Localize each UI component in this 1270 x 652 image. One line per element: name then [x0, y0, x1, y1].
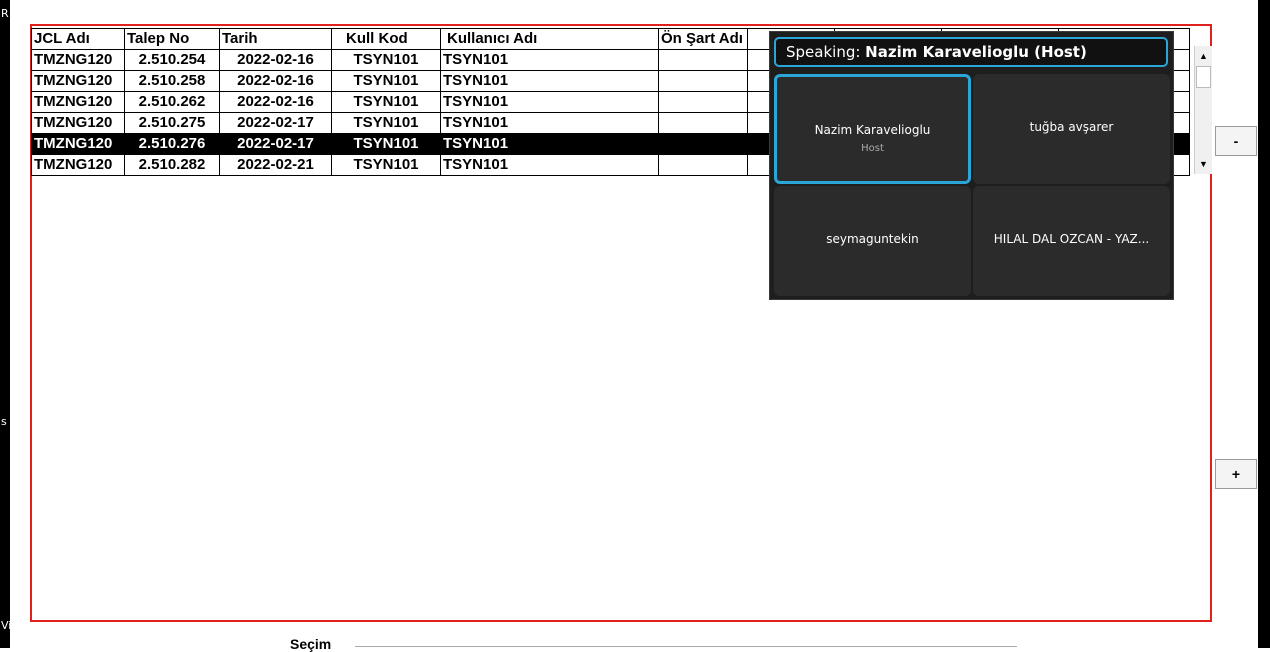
- participant-name: seymaguntekin: [826, 232, 919, 246]
- scroll-up-icon[interactable]: ▲: [1199, 51, 1208, 61]
- column-header[interactable]: Tarih: [220, 29, 332, 50]
- left-edge-char: Vi: [1, 619, 12, 632]
- table-cell[interactable]: TSYN101: [332, 155, 441, 176]
- table-cell[interactable]: TSYN101: [441, 50, 659, 71]
- table-cell[interactable]: TSYN101: [441, 92, 659, 113]
- table-cell[interactable]: TSYN101: [332, 71, 441, 92]
- table-cell[interactable]: 2022-02-16: [220, 92, 332, 113]
- table-cell[interactable]: TSYN101: [332, 113, 441, 134]
- table-cell[interactable]: 2022-02-21: [220, 155, 332, 176]
- vertical-scrollbar[interactable]: [1194, 46, 1212, 174]
- table-cell[interactable]: TMZNG120: [32, 92, 125, 113]
- table-cell[interactable]: 2.510.276: [125, 134, 220, 155]
- column-header[interactable]: Kullanıcı Adı: [441, 29, 659, 50]
- table-cell[interactable]: 2022-02-17: [220, 113, 332, 134]
- left-edge-char: s: [1, 415, 7, 428]
- table-cell[interactable]: TMZNG120: [32, 113, 125, 134]
- participant-tile[interactable]: [973, 74, 1170, 184]
- table-cell[interactable]: 2022-02-17: [220, 134, 332, 155]
- table-cell[interactable]: [659, 134, 748, 155]
- left-edge: [0, 0, 10, 648]
- active-speaker-bar: [774, 37, 1168, 67]
- table-cell[interactable]: 2022-02-16: [220, 71, 332, 92]
- participant-tile[interactable]: [774, 186, 971, 296]
- table-cell[interactable]: 2022-02-16: [220, 50, 332, 71]
- table-cell[interactable]: TMZNG120: [32, 50, 125, 71]
- column-header[interactable]: Ön Şart Adı: [659, 29, 748, 50]
- scroll-thumb[interactable]: [1196, 66, 1211, 88]
- table-cell[interactable]: TSYN101: [332, 134, 441, 155]
- right-edge: [1258, 0, 1270, 648]
- column-header[interactable]: Talep No: [125, 29, 220, 50]
- table-cell[interactable]: 2.510.262: [125, 92, 220, 113]
- zoom-meeting-panel: [769, 31, 1174, 300]
- remove-button[interactable]: -: [1215, 126, 1257, 156]
- left-edge-char: R: [1, 7, 9, 20]
- table-cell[interactable]: [659, 50, 748, 71]
- table-cell[interactable]: [659, 113, 748, 134]
- scroll-down-icon[interactable]: ▼: [1199, 159, 1208, 169]
- table-cell[interactable]: [659, 71, 748, 92]
- table-cell[interactable]: 2.510.282: [125, 155, 220, 176]
- table-cell[interactable]: [659, 92, 748, 113]
- column-header[interactable]: Kull Kod: [332, 29, 441, 50]
- participant-tile[interactable]: [973, 186, 1170, 296]
- participant-tile[interactable]: [774, 74, 971, 184]
- column-header[interactable]: JCL Adı: [32, 29, 125, 50]
- participant-role: Host: [861, 143, 884, 154]
- add-button[interactable]: +: [1215, 459, 1257, 489]
- table-cell[interactable]: TSYN101: [332, 50, 441, 71]
- table-cell[interactable]: 2.510.275: [125, 113, 220, 134]
- participant-name: Nazim Karavelioglu: [814, 123, 931, 137]
- participant-name: HILAL DAL OZCAN - YAZ...: [993, 232, 1150, 246]
- speaking-name: Nazim Karavelioglu (Host): [865, 43, 1087, 61]
- table-cell[interactable]: TMZNG120: [32, 71, 125, 92]
- table-cell[interactable]: 2.510.258: [125, 71, 220, 92]
- secim-group-label: Seçim: [290, 636, 332, 652]
- secim-group-border: [355, 646, 1017, 647]
- table-cell[interactable]: TSYN101: [441, 155, 659, 176]
- table-cell[interactable]: TMZNG120: [32, 134, 125, 155]
- participant-name: tuğba avşarer: [1029, 120, 1114, 134]
- table-cell[interactable]: [659, 155, 748, 176]
- table-cell[interactable]: TSYN101: [332, 92, 441, 113]
- table-cell[interactable]: TMZNG120: [32, 155, 125, 176]
- table-cell[interactable]: TSYN101: [441, 134, 659, 155]
- speaking-prefix: Speaking:: [786, 43, 866, 61]
- table-cell[interactable]: 2.510.254: [125, 50, 220, 71]
- table-cell[interactable]: TSYN101: [441, 71, 659, 92]
- table-cell[interactable]: TSYN101: [441, 113, 659, 134]
